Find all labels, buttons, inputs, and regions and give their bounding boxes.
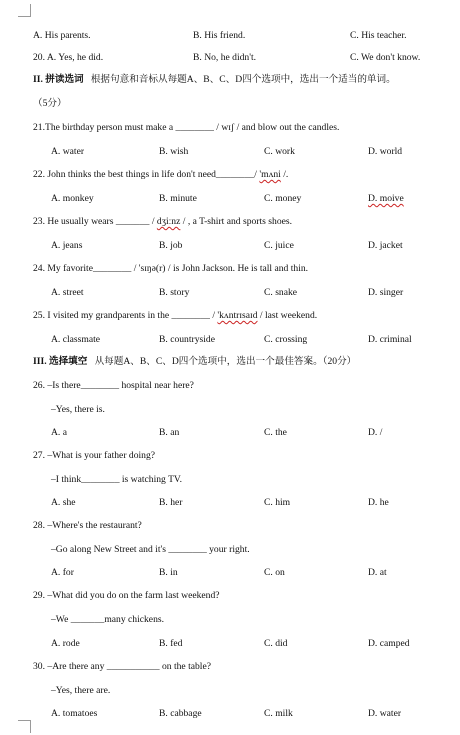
- option-d: D. world: [368, 146, 403, 157]
- section-3-heading: III. 选择填空: [33, 356, 88, 367]
- option-d: D. criminal: [368, 334, 412, 345]
- option-a: A. she: [51, 497, 76, 508]
- section-2-header: [33, 74, 396, 86]
- stem-text: 25. I visited my grandparents in the ________ /: [33, 310, 218, 321]
- option-a: A. rode: [51, 638, 80, 649]
- option-c: C. juice: [264, 240, 294, 251]
- option-b: B. in: [159, 567, 178, 578]
- stem-text-end: / , a T-shirt and sports shoes.: [180, 216, 293, 227]
- question-29-stem: 29. –What did you do on the farm last weekend?: [33, 590, 220, 601]
- question-24-stem: 24. My favorite________ / 'sɪŋə(r) / is John Jackson. He is tall and thin.: [33, 263, 309, 274]
- question-26-stem: 26. –Is there________ hospital near here?: [33, 380, 194, 391]
- option-d: D. camped: [368, 638, 410, 649]
- option-a: A. jeans: [51, 240, 83, 251]
- question-19-options: [0, 30, 460, 42]
- option-c: C. work: [264, 146, 295, 157]
- option-c: C. crossing: [264, 334, 308, 345]
- question-25-options: [0, 334, 460, 346]
- option-c: C. snake: [264, 287, 298, 298]
- option-b: B. cabbage: [159, 708, 202, 719]
- option-b: B. minute: [159, 193, 197, 204]
- question-22-stem: [33, 169, 288, 181]
- option-b: B. fed: [159, 638, 183, 649]
- option-a: A. street: [51, 287, 84, 298]
- option-a: A. His parents.: [33, 30, 91, 41]
- question-28-stem: 28. –Where's the restaurant?: [33, 520, 142, 531]
- section-2-instruction: 根据句意和音标从每题A、B、C、D四个选项中，选出一个适当的单词。: [90, 74, 396, 85]
- question-20-options: [0, 52, 460, 64]
- option-a: A. monkey: [51, 193, 94, 204]
- question-27-stem: 27. –What is your father doing?: [33, 450, 156, 461]
- question-30-stem: 30. –Are there any ___________ on the table?: [33, 661, 211, 672]
- stem-text: 23. He usually wears _______ /: [33, 216, 157, 227]
- page-corner-mark-bottom: [18, 720, 31, 733]
- question-21-stem: 21.The birthday person must make a ________ / wɪʃ / and blow out the candles.: [33, 122, 340, 133]
- section-3-instruction: 从每题A、B、C、D四个选项中，选出一个最佳答案。（20分）: [94, 356, 357, 367]
- option-b: B. story: [159, 287, 190, 298]
- question-29-options: [0, 638, 460, 650]
- option-a: A. a: [51, 427, 67, 438]
- question-21-options: [0, 146, 460, 158]
- stem-text: 22. John thinks the best things in life don't need________/: [33, 169, 260, 180]
- phonetic-text: 'kʌntrɪsaɪd: [217, 310, 258, 321]
- option-a: A. tomatoes: [51, 708, 98, 719]
- section-2-points: （5分）: [33, 98, 67, 109]
- question-26-options: [0, 427, 460, 439]
- option-b: B. an: [159, 427, 180, 438]
- question-23-stem: [33, 216, 292, 228]
- option-b: B. her: [159, 497, 183, 508]
- question-22-options: [0, 193, 460, 205]
- question-30-options: [0, 708, 460, 720]
- option-b: B. countryside: [159, 334, 215, 345]
- option-d: D. jacket: [368, 240, 403, 251]
- question-27-options: [0, 497, 460, 509]
- question-29-reply: –We _______many chickens.: [51, 614, 164, 625]
- page-corner-mark-top: [18, 4, 31, 17]
- option-b: B. No, he didn't.: [193, 52, 257, 63]
- option-d: D. singer: [368, 287, 404, 298]
- option-a: A. for: [51, 567, 74, 578]
- option-a: A. classmate: [51, 334, 101, 345]
- option-d: D. /: [368, 427, 383, 438]
- option-a: 20. A. Yes, he did.: [33, 52, 104, 63]
- option-d: D. at: [368, 567, 387, 578]
- question-30-reply: –Yes, there are.: [51, 685, 111, 696]
- option-c: C. did: [264, 638, 288, 649]
- option-a: A. water: [51, 146, 85, 157]
- option-c: C. the: [264, 427, 287, 438]
- option-c: C. We don't know.: [350, 52, 421, 63]
- question-27-reply: –I think________ is watching TV.: [51, 474, 183, 485]
- question-24-options: [0, 287, 460, 299]
- option-c: C. on: [264, 567, 285, 578]
- option-c: C. milk: [264, 708, 293, 719]
- option-d: D. water: [368, 708, 402, 719]
- question-23-options: [0, 240, 460, 252]
- phonetic-text: dʒiːnz: [156, 216, 181, 227]
- phonetic-text: 'mʌni: [259, 169, 281, 180]
- option-b: B. job: [159, 240, 183, 251]
- option-c: C. money: [264, 193, 302, 204]
- option-d: D. he: [368, 497, 389, 508]
- option-c: C. him: [264, 497, 291, 508]
- option-b: B. wish: [159, 146, 189, 157]
- stem-text-end: / last weekend.: [257, 310, 318, 321]
- question-26-reply: –Yes, there is.: [51, 404, 105, 415]
- option-d: D. moive: [368, 193, 404, 204]
- question-28-reply: –Go along New Street and it's ________ your right.: [51, 544, 250, 555]
- question-25-stem: [33, 310, 317, 322]
- stem-text-end: /.: [280, 169, 289, 180]
- section-3-header: [33, 356, 356, 368]
- option-b: B. His friend.: [193, 30, 246, 41]
- question-28-options: [0, 567, 460, 579]
- option-c: C. His teacher.: [350, 30, 407, 41]
- section-2-heading: II. 拼读选词: [33, 74, 84, 85]
